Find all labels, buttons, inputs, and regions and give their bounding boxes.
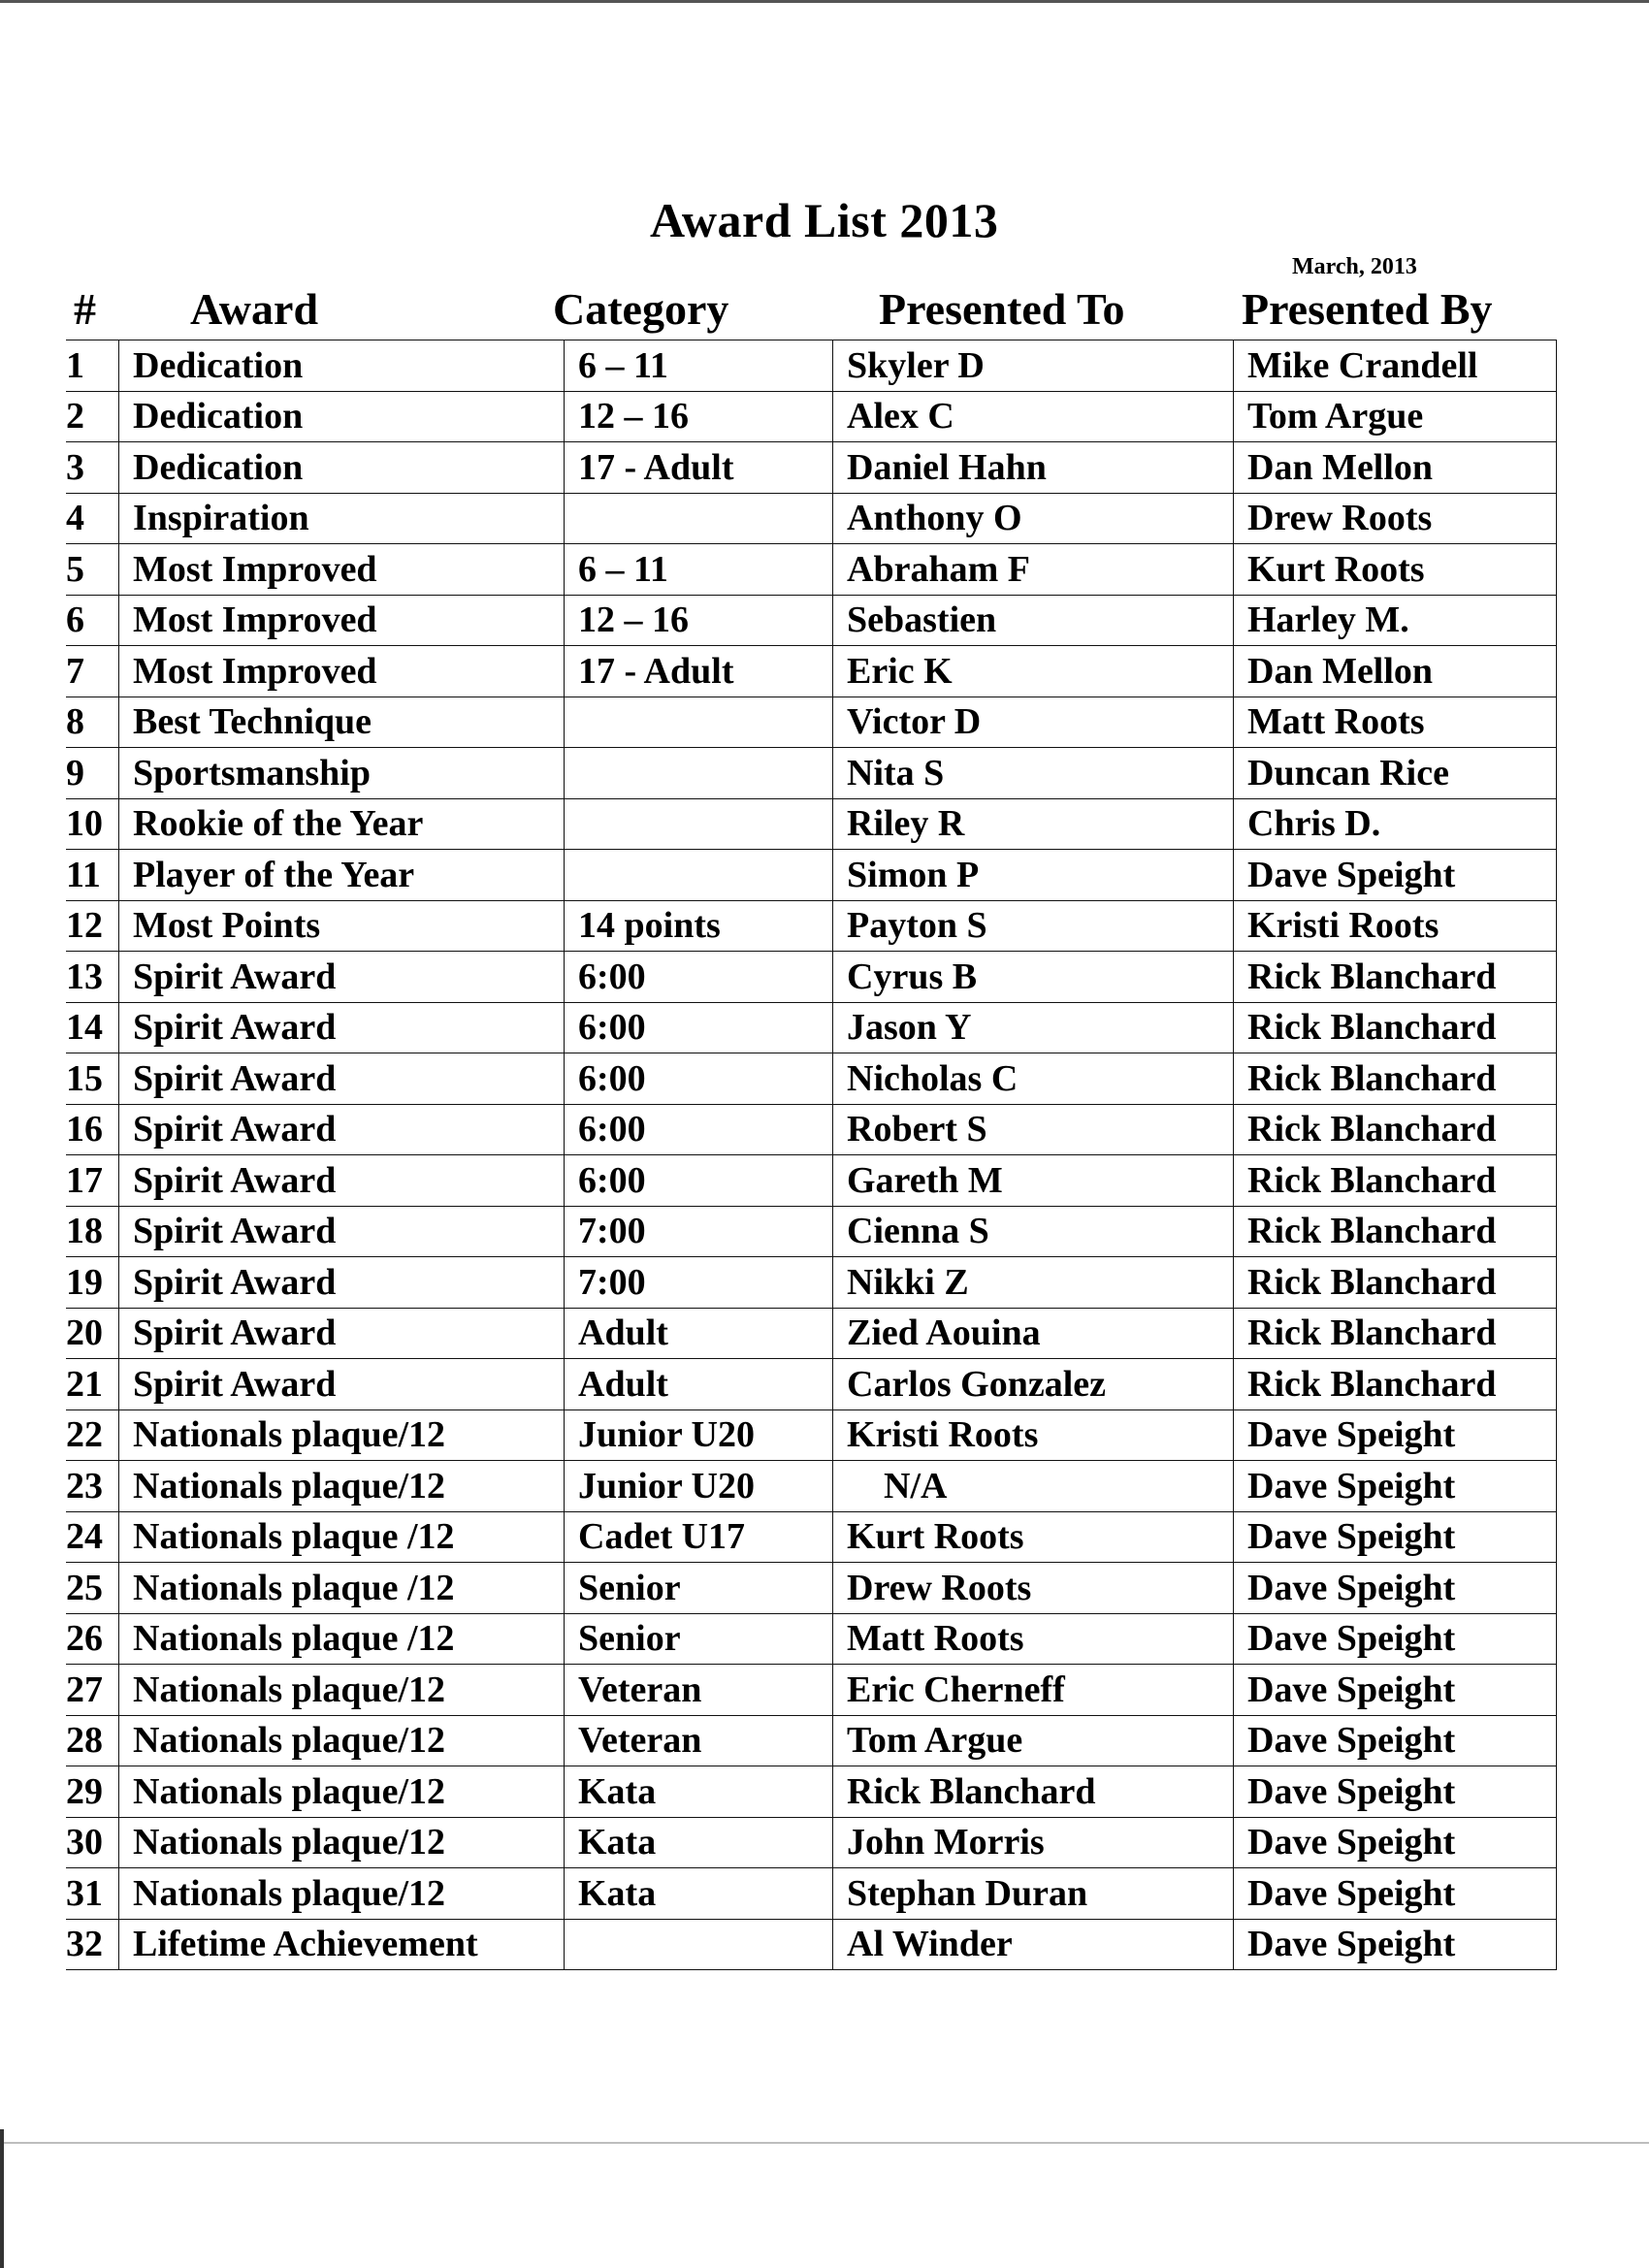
- table-row: [66, 697, 1557, 748]
- table-row: [66, 1461, 1557, 1512]
- row-award: Most Improved: [119, 646, 565, 697]
- table-row: [66, 1563, 1557, 1614]
- row-award: Nationals plaque/12: [119, 1409, 565, 1461]
- table-row: [66, 340, 1557, 392]
- row-category: [565, 850, 833, 901]
- row-award: Spirit Award: [119, 1104, 565, 1155]
- table-row: [66, 1613, 1557, 1665]
- row-number: 4: [66, 493, 119, 544]
- row-number: 14: [66, 1002, 119, 1053]
- row-presented-to: Robert S: [833, 1104, 1234, 1155]
- row-award: Best Technique: [119, 697, 565, 748]
- row-award: Nationals plaque/12: [119, 1817, 565, 1868]
- page-left-edge: [0, 2129, 4, 2268]
- row-presented-by: Rick Blanchard: [1234, 1359, 1557, 1410]
- row-presented-by: Dan Mellon: [1234, 442, 1557, 494]
- row-number: 29: [66, 1766, 119, 1818]
- row-number: 12: [66, 900, 119, 952]
- table-row: [66, 1511, 1557, 1563]
- row-award: Nationals plaque/12: [119, 1461, 565, 1512]
- row-presented-by: Rick Blanchard: [1234, 1104, 1557, 1155]
- row-category: Kata: [565, 1766, 833, 1818]
- row-presented-by: Dave Speight: [1234, 1409, 1557, 1461]
- row-presented-to: Stephan Duran: [833, 1868, 1234, 1920]
- table-row: [66, 1104, 1557, 1155]
- table-row: [66, 748, 1557, 799]
- row-category: Senior: [565, 1563, 833, 1614]
- row-category: Kata: [565, 1817, 833, 1868]
- document-date: March, 2013: [1292, 254, 1417, 279]
- row-number: 18: [66, 1206, 119, 1257]
- row-presented-by: Dave Speight: [1234, 1563, 1557, 1614]
- row-presented-by: Harley M.: [1234, 595, 1557, 646]
- row-category: 6:00: [565, 1053, 833, 1105]
- row-category: 17 - Adult: [565, 646, 833, 697]
- row-presented-to: Jason Y: [833, 1002, 1234, 1053]
- row-presented-to: Sebastien: [833, 595, 1234, 646]
- row-category: 6:00: [565, 1002, 833, 1053]
- row-award: Nationals plaque/12: [119, 1868, 565, 1920]
- row-category: [565, 748, 833, 799]
- row-award: Spirit Award: [119, 1308, 565, 1359]
- table-row: [66, 850, 1557, 901]
- row-presented-to: Victor D: [833, 697, 1234, 748]
- row-category: 14 points: [565, 900, 833, 952]
- row-presented-by: Kristi Roots: [1234, 900, 1557, 952]
- row-award: Lifetime Achievement: [119, 1919, 565, 1970]
- row-presented-to: Anthony O: [833, 493, 1234, 544]
- row-number: 2: [66, 391, 119, 442]
- row-category: [565, 1919, 833, 1970]
- row-award: Nationals plaque/12: [119, 1715, 565, 1766]
- row-presented-by: Dave Speight: [1234, 1715, 1557, 1766]
- row-category: 12 – 16: [565, 595, 833, 646]
- table-row: [66, 1308, 1557, 1359]
- row-category: 6:00: [565, 1155, 833, 1207]
- row-category: 6:00: [565, 952, 833, 1003]
- row-award: Spirit Award: [119, 1053, 565, 1105]
- row-award: Dedication: [119, 391, 565, 442]
- row-award: Player of the Year: [119, 850, 565, 901]
- row-presented-by: Dave Speight: [1234, 1461, 1557, 1512]
- row-presented-by: Dave Speight: [1234, 1817, 1557, 1868]
- row-presented-to: Cienna S: [833, 1206, 1234, 1257]
- row-award: Nationals plaque/12: [119, 1766, 565, 1818]
- row-presented-to: N/A: [833, 1461, 1234, 1512]
- row-category: 17 - Adult: [565, 442, 833, 494]
- row-presented-to: Cyrus B: [833, 952, 1234, 1003]
- row-category: [565, 697, 833, 748]
- row-category: 6:00: [565, 1104, 833, 1155]
- row-number: 9: [66, 748, 119, 799]
- row-number: 3: [66, 442, 119, 494]
- row-presented-by: Dave Speight: [1234, 1613, 1557, 1665]
- row-presented-to: Skyler D: [833, 340, 1234, 392]
- page-top-edge: [0, 0, 1649, 3]
- row-presented-to: Matt Roots: [833, 1613, 1234, 1665]
- row-presented-by: Mike Crandell: [1234, 340, 1557, 392]
- row-award: Rookie of the Year: [119, 798, 565, 850]
- row-presented-to: Drew Roots: [833, 1563, 1234, 1614]
- row-presented-to: Alex C: [833, 391, 1234, 442]
- row-presented-to: John Morris: [833, 1817, 1234, 1868]
- row-number: 7: [66, 646, 119, 697]
- row-award: Spirit Award: [119, 1359, 565, 1410]
- table-row: [66, 1766, 1557, 1818]
- row-presented-by: Rick Blanchard: [1234, 1206, 1557, 1257]
- row-award: Inspiration: [119, 493, 565, 544]
- table-row: [66, 952, 1557, 1003]
- row-presented-to: Nita S: [833, 748, 1234, 799]
- row-presented-to: Daniel Hahn: [833, 442, 1234, 494]
- table-row: [66, 1665, 1557, 1716]
- table-row: [66, 1155, 1557, 1207]
- row-number: 32: [66, 1919, 119, 1970]
- row-number: 31: [66, 1868, 119, 1920]
- document-title: Award List 2013: [650, 193, 999, 247]
- row-presented-to: Nikki Z: [833, 1257, 1234, 1309]
- row-presented-by: Duncan Rice: [1234, 748, 1557, 799]
- row-presented-by: Rick Blanchard: [1234, 1155, 1557, 1207]
- table-row: [66, 1868, 1557, 1920]
- row-presented-by: Rick Blanchard: [1234, 1257, 1557, 1309]
- table-row: [66, 1206, 1557, 1257]
- row-presented-by: Rick Blanchard: [1234, 1002, 1557, 1053]
- row-presented-by: Tom Argue: [1234, 391, 1557, 442]
- row-category: 6 – 11: [565, 544, 833, 596]
- table-row: [66, 391, 1557, 442]
- row-award: Nationals plaque/12: [119, 1665, 565, 1716]
- row-presented-to: Tom Argue: [833, 1715, 1234, 1766]
- table-row: [66, 1257, 1557, 1309]
- award-table: [66, 340, 1557, 1970]
- row-presented-by: Rick Blanchard: [1234, 1308, 1557, 1359]
- row-presented-to: Abraham F: [833, 544, 1234, 596]
- row-category: [565, 493, 833, 544]
- row-category: [565, 798, 833, 850]
- row-number: 27: [66, 1665, 119, 1716]
- row-presented-to: Eric Cherneff: [833, 1665, 1234, 1716]
- table-row: [66, 646, 1557, 697]
- table-row: [66, 900, 1557, 952]
- row-category: Junior U20: [565, 1461, 833, 1512]
- row-presented-to: Nicholas C: [833, 1053, 1234, 1105]
- row-presented-by: Rick Blanchard: [1234, 1053, 1557, 1105]
- row-presented-by: Dave Speight: [1234, 1868, 1557, 1920]
- row-presented-by: Chris D.: [1234, 798, 1557, 850]
- row-presented-to: Payton S: [833, 900, 1234, 952]
- row-presented-to: Zied Aouina: [833, 1308, 1234, 1359]
- row-presented-by: Dan Mellon: [1234, 646, 1557, 697]
- table-row: [66, 1715, 1557, 1766]
- row-presented-to: Al Winder: [833, 1919, 1234, 1970]
- row-presented-by: Dave Speight: [1234, 1919, 1557, 1970]
- row-category: Junior U20: [565, 1409, 833, 1461]
- row-category: Veteran: [565, 1665, 833, 1716]
- row-award: Most Improved: [119, 544, 565, 596]
- row-number: 5: [66, 544, 119, 596]
- header-award: Award: [190, 284, 319, 334]
- row-award: Sportsmanship: [119, 748, 565, 799]
- row-presented-by: Kurt Roots: [1234, 544, 1557, 596]
- row-number: 6: [66, 595, 119, 646]
- row-number: 22: [66, 1409, 119, 1461]
- row-award: Spirit Award: [119, 1002, 565, 1053]
- row-presented-to: Carlos Gonzalez: [833, 1359, 1234, 1410]
- row-number: 28: [66, 1715, 119, 1766]
- row-presented-by: Dave Speight: [1234, 1665, 1557, 1716]
- award-table-body: [66, 340, 1557, 1970]
- row-presented-by: Drew Roots: [1234, 493, 1557, 544]
- row-award: Nationals plaque /12: [119, 1613, 565, 1665]
- row-presented-to: Riley R: [833, 798, 1234, 850]
- row-number: 16: [66, 1104, 119, 1155]
- row-number: 8: [66, 697, 119, 748]
- row-category: Senior: [565, 1613, 833, 1665]
- row-number: 19: [66, 1257, 119, 1309]
- row-presented-to: Rick Blanchard: [833, 1766, 1234, 1818]
- row-presented-by: Dave Speight: [1234, 850, 1557, 901]
- row-category: 6 – 11: [565, 340, 833, 392]
- row-award: Dedication: [119, 340, 565, 392]
- table-row: [66, 544, 1557, 596]
- table-row: [66, 442, 1557, 494]
- row-number: 21: [66, 1359, 119, 1410]
- row-award: Spirit Award: [119, 952, 565, 1003]
- table-row: [66, 1359, 1557, 1410]
- row-award: Nationals plaque /12: [119, 1563, 565, 1614]
- row-category: 7:00: [565, 1206, 833, 1257]
- page-bottom-rule: [0, 2142, 1649, 2144]
- row-number: 17: [66, 1155, 119, 1207]
- header-num: #: [74, 284, 96, 334]
- row-number: 26: [66, 1613, 119, 1665]
- row-number: 1: [66, 340, 119, 392]
- row-number: 20: [66, 1308, 119, 1359]
- table-row: [66, 798, 1557, 850]
- row-category: 12 – 16: [565, 391, 833, 442]
- row-number: 15: [66, 1053, 119, 1105]
- row-category: Cadet U17: [565, 1511, 833, 1563]
- table-row: [66, 1053, 1557, 1105]
- row-presented-to: Kurt Roots: [833, 1511, 1234, 1563]
- row-presented-to: Gareth M: [833, 1155, 1234, 1207]
- row-award: Spirit Award: [119, 1155, 565, 1207]
- row-number: 23: [66, 1461, 119, 1512]
- table-row: [66, 595, 1557, 646]
- table-row: [66, 1409, 1557, 1461]
- row-presented-to: Kristi Roots: [833, 1409, 1234, 1461]
- row-award: Most Points: [119, 900, 565, 952]
- row-presented-by: Dave Speight: [1234, 1511, 1557, 1563]
- row-presented-by: Dave Speight: [1234, 1766, 1557, 1818]
- row-presented-by: Rick Blanchard: [1234, 952, 1557, 1003]
- row-number: 30: [66, 1817, 119, 1868]
- row-category: Kata: [565, 1868, 833, 1920]
- row-number: 25: [66, 1563, 119, 1614]
- row-number: 13: [66, 952, 119, 1003]
- row-award: Spirit Award: [119, 1206, 565, 1257]
- table-row: [66, 1817, 1557, 1868]
- row-presented-to: Simon P: [833, 850, 1234, 901]
- header-presented-to: Presented To: [879, 284, 1125, 334]
- row-number: 11: [66, 850, 119, 901]
- row-award: Dedication: [119, 442, 565, 494]
- row-presented-by: Matt Roots: [1234, 697, 1557, 748]
- row-number: 10: [66, 798, 119, 850]
- row-category: Adult: [565, 1308, 833, 1359]
- table-row: [66, 493, 1557, 544]
- row-award: Spirit Award: [119, 1257, 565, 1309]
- row-presented-to: Eric K: [833, 646, 1234, 697]
- table-row: [66, 1002, 1557, 1053]
- row-category: Veteran: [565, 1715, 833, 1766]
- row-category: Adult: [565, 1359, 833, 1410]
- row-award: Nationals plaque /12: [119, 1511, 565, 1563]
- row-award: Most Improved: [119, 595, 565, 646]
- header-category: Category: [553, 284, 729, 334]
- header-presented-by: Presented By: [1242, 284, 1493, 334]
- table-row: [66, 1919, 1557, 1970]
- row-category: 7:00: [565, 1257, 833, 1309]
- row-number: 24: [66, 1511, 119, 1563]
